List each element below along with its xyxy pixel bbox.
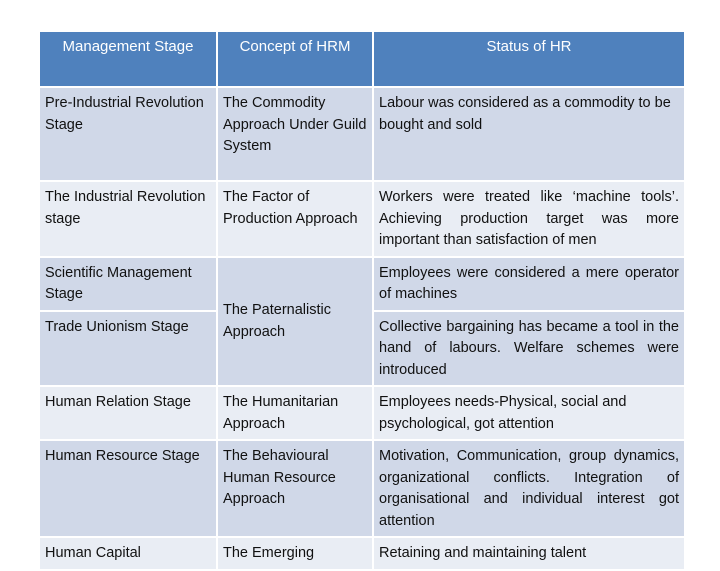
concept-cell: The Behavioural Human Resource Approach — [217, 440, 373, 537]
concept-cell: The Emerging — [217, 537, 373, 570]
status-cell: Employees needs-Physical, social and psychological, got attention — [373, 386, 685, 440]
stage-cell: Scientific Management Stage — [39, 257, 217, 311]
stage-cell: The Industrial Revolution stage — [39, 181, 217, 257]
stage-cell: Trade Unionism Stage — [39, 311, 217, 387]
header-row — [39, 31, 685, 87]
header-management-stage: Management Stage — [39, 31, 217, 87]
status-cell: Collective bargaining has became a tool in the hand of labours. Welfare schemes were introduced — [373, 311, 685, 387]
table-row — [39, 537, 685, 570]
concept-cell: The Paternalistic Approach — [217, 257, 373, 387]
stage-cell: Human Capital — [39, 537, 217, 570]
hrm-stages-table — [38, 30, 686, 571]
header-status-of-hr: Status of HR — [373, 31, 685, 87]
concept-cell: The Factor of Production Approach — [217, 181, 373, 257]
status-cell: Workers were treated like ‘machine tools’. Achieving production target was more important than satisfaction of men — [373, 181, 685, 257]
table-row — [39, 386, 685, 440]
status-cell: Labour was considered as a commodity to be bought and sold — [373, 87, 685, 181]
status-cell: Motivation, Communication, group dynamics, organizational conflicts. Integration of organisational and individual interest got attention — [373, 440, 685, 537]
stage-cell: Pre-Industrial Revolution Stage — [39, 87, 217, 181]
status-cell: Retaining and maintaining talent — [373, 537, 685, 570]
stage-cell: Human Relation Stage — [39, 386, 217, 440]
table-row — [39, 257, 685, 311]
stage-cell: Human Resource Stage — [39, 440, 217, 537]
status-cell: Employees were considered a mere operator of machines — [373, 257, 685, 311]
table-row — [39, 181, 685, 257]
table-row — [39, 440, 685, 537]
concept-cell: The Commodity Approach Under Guild System — [217, 87, 373, 181]
header-concept-of-hrm: Concept of HRM — [217, 31, 373, 87]
concept-cell: The Humanitarian Approach — [217, 386, 373, 440]
table-row — [39, 87, 685, 181]
